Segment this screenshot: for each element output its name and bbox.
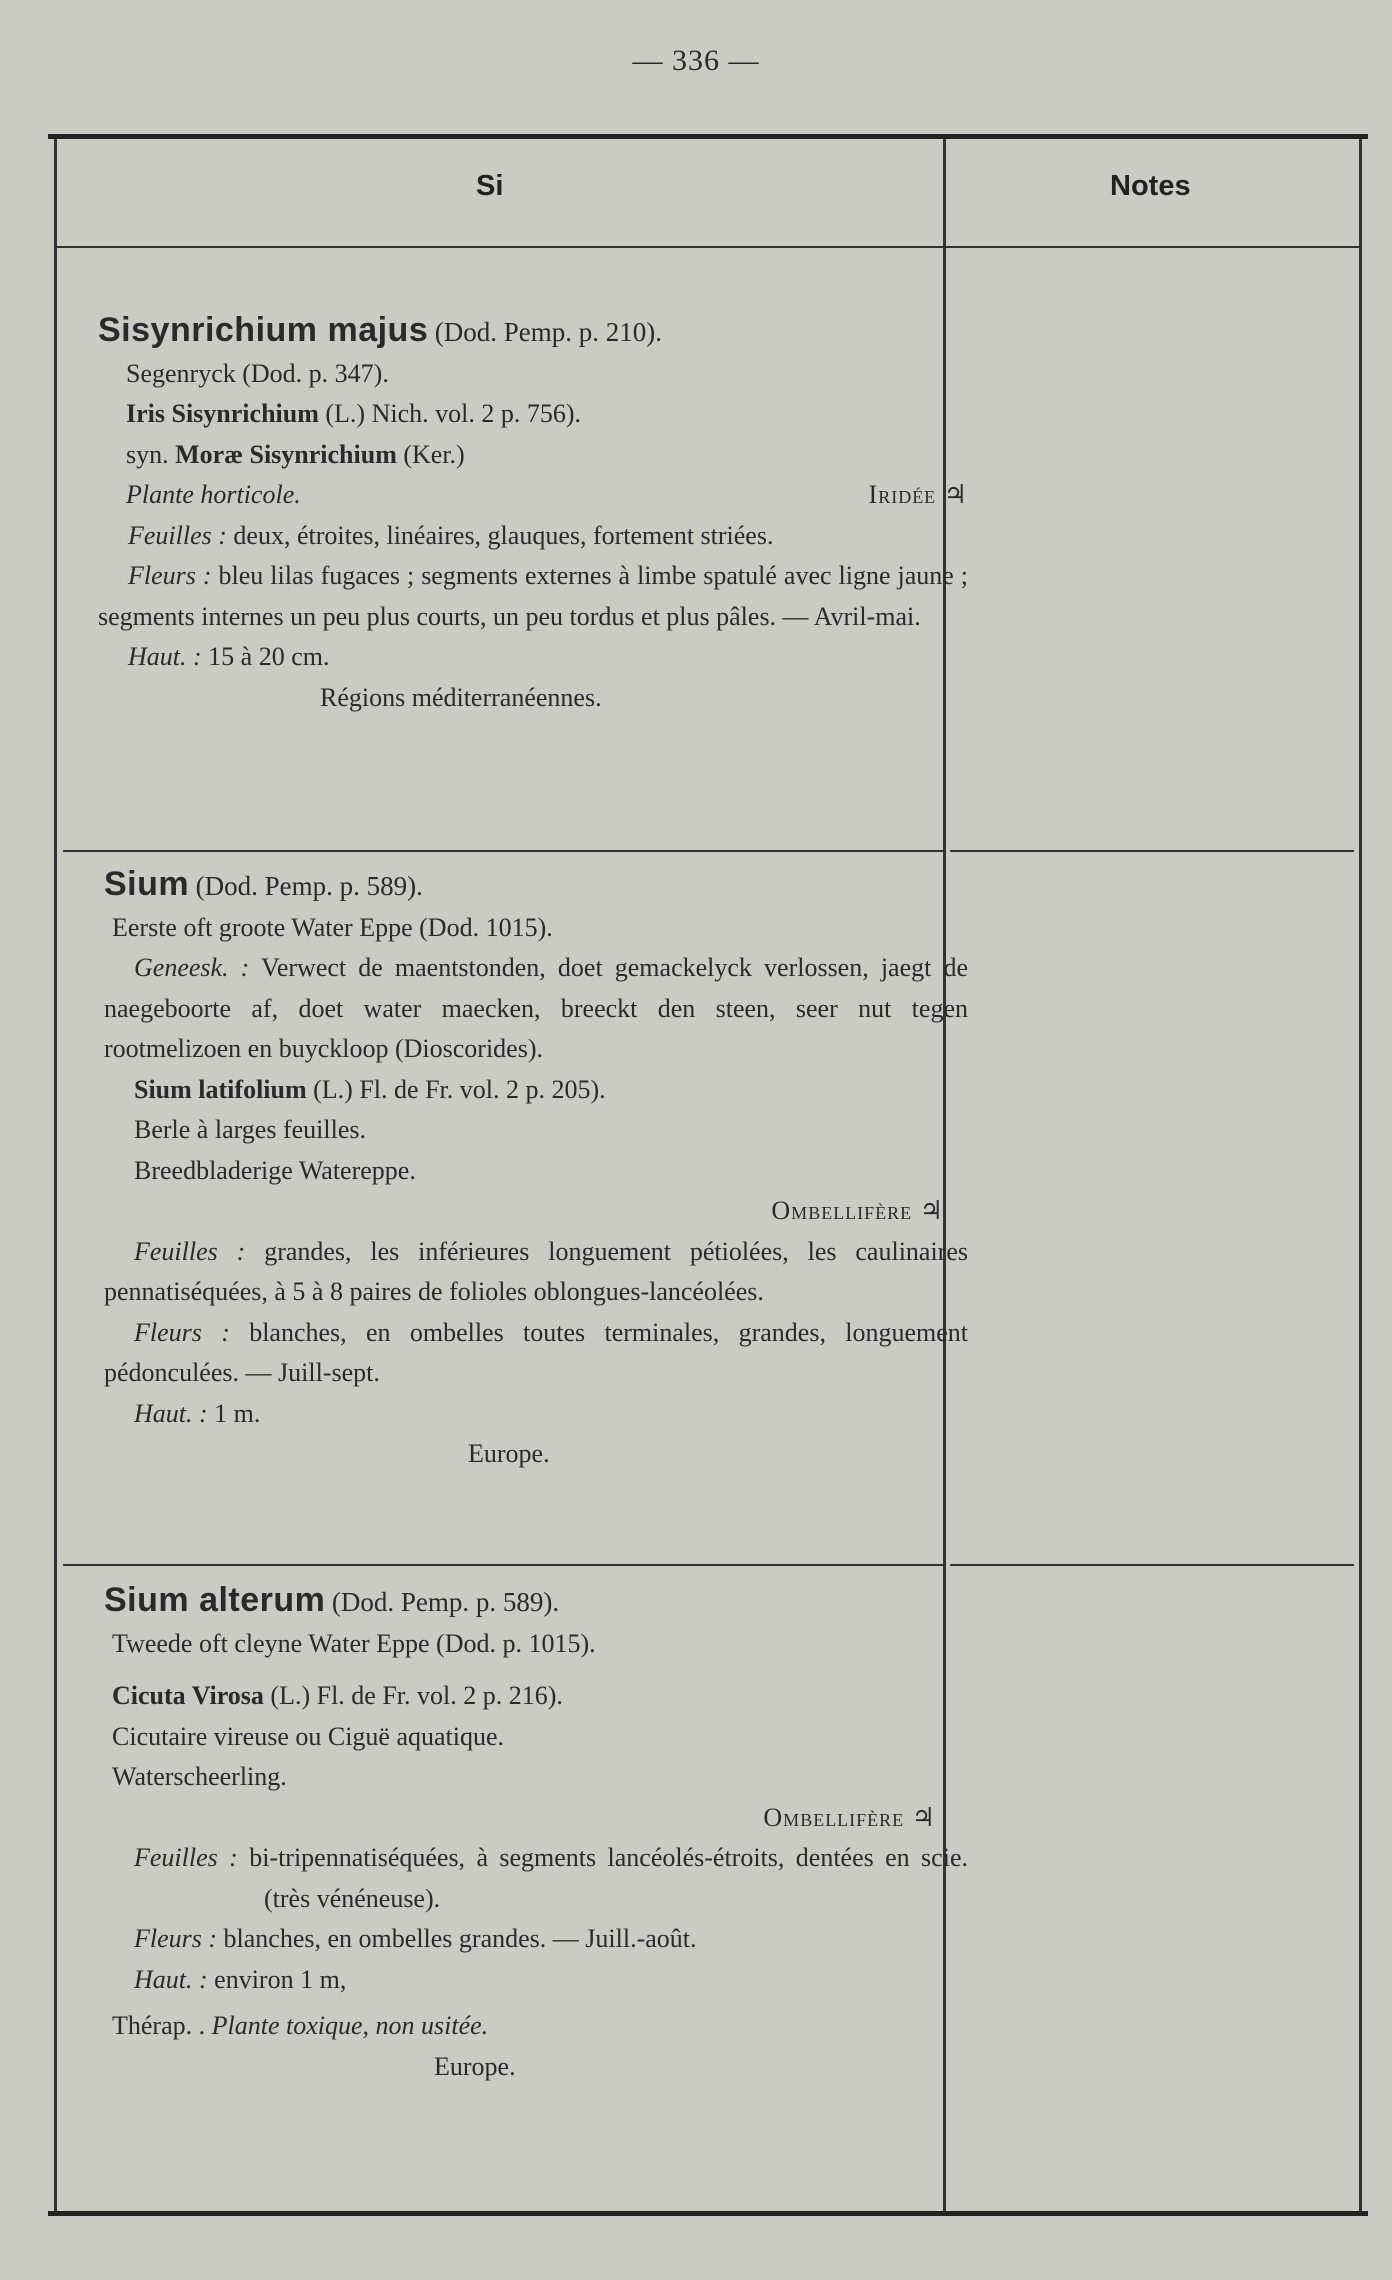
page-number: — 336 — [632, 44, 760, 77]
height-text: 1 m. [214, 1398, 261, 1428]
synonym-line [104, 1676, 968, 1717]
leaves-label: Feuilles : [134, 1236, 246, 1266]
entry-title: Sisynrichium majus [98, 311, 429, 349]
region: Europe. [434, 2051, 516, 2081]
flowers-text: bleu lilas fugaces ; segments externes à limbe spatulé avec ligne jaune ; segments internes un peu plus courts, un peu tordus et plus pâles. — Avril-mai. [98, 561, 968, 631]
synonym-ref: (L.) Fl. de Fr. vol. 2 p. 216). [270, 1681, 563, 1710]
dutch-name: Waterscheerling. [112, 1762, 287, 1791]
right-border [1359, 139, 1362, 2211]
synonym-line-2 [98, 435, 968, 476]
entry-sium [104, 864, 968, 1475]
flowers-text: blanches, en ombelles toutes terminales, grandes, longuement pédonculées. — Juill-sept. [104, 1317, 969, 1387]
synonym-ref: (L.) Fl. de Fr. vol. 2 p. 205). [313, 1074, 606, 1104]
height-line [98, 637, 968, 678]
therapy-line [104, 2000, 968, 2047]
height-label: Haut. : [134, 1964, 208, 1994]
vernacular-name: Tweede oft cleyne Water Eppe (Dod. p. 1015). [112, 1628, 596, 1658]
synonym-line [104, 1070, 968, 1111]
toxic-note: (très vénéneuse). [264, 1883, 441, 1913]
synonym-bold: Cicuta Virosa [112, 1681, 264, 1710]
flowers-label: Fleurs : [134, 1317, 230, 1347]
flowers-text: blanches, en ombelles grandes. — Juill.-août. [223, 1924, 697, 1953]
medicinal-label: Geneesk. : [134, 953, 250, 982]
synonym-line [98, 394, 968, 435]
french-name: Cicutaire vireuse ou Ciguë aquatique. [112, 1721, 505, 1751]
synonym-bold: Iris Sisynrichium [126, 399, 319, 428]
leaves-description [104, 1232, 968, 1313]
synonym-bold-2: Moræ Sisynrichium [175, 439, 397, 469]
leaves-text: deux, étroites, linéaires, glauques, fortement striées. [233, 520, 774, 550]
french-name: Berle à larges feuilles. [134, 1115, 366, 1144]
vernacular-name: Segenryck (Dod. p. 347). [126, 358, 389, 388]
flowers-description [104, 1313, 968, 1394]
medicinal-text: Verwect de maentstonden, doet gemackelyck verlossen, jaegt de naegeboorte af, doet water maecken, breeckt den steen, seer nut tegen rootmelizoen en buyckloop (Dioscorides). [104, 953, 968, 1063]
therapy-text: Plante toxique, non usitée. [211, 2011, 489, 2040]
therapy-label: Thérap. . [112, 2011, 206, 2040]
entry-separator-left [63, 1564, 945, 1566]
entry-sium-alterum [104, 1580, 968, 2087]
flowers-description [98, 556, 968, 637]
height-label: Haut. : [134, 1398, 208, 1428]
spacer [104, 1664, 968, 1676]
table-top-rule [48, 134, 1368, 139]
entry-title-ref: (Dod. Pemp. p. 589). [331, 1587, 560, 1617]
flowers-label: Fleurs : [128, 561, 212, 590]
synonym-bold: Sium latifolium [134, 1074, 307, 1104]
leaves-text: grandes, les inférieures longuement pétiolées, les caulinaires pennatiséquées, à 5 à 8 paires de folioles oblongues-lancéolées. [104, 1236, 968, 1306]
leaves-label: Feuilles : [128, 520, 227, 550]
leaves-text: bi-tripennatiséquées, à segments lancéolés-étroits, dentées en scie. [249, 1843, 968, 1872]
region: Europe. [468, 1439, 550, 1468]
height-line [104, 1960, 968, 2001]
syn-prefix: syn. [126, 439, 169, 469]
category-row [98, 475, 968, 516]
entry-title: Sium [104, 865, 190, 903]
entry-title-ref: (Dod. Pemp. p. 210). [434, 317, 662, 347]
table-bottom-rule [48, 2211, 1368, 2216]
height-text: environ 1 m, [214, 1964, 347, 1994]
header-separator [56, 246, 1359, 248]
height-label: Haut. : [128, 642, 202, 671]
plant-category: Plante horticole. [126, 480, 301, 509]
leaves-description [104, 1838, 968, 1919]
height-line [104, 1394, 968, 1435]
herbarium-table [48, 134, 1368, 2216]
entry-title: Sium alterum [104, 1581, 326, 1619]
column-header-notes: Notes [1110, 170, 1191, 202]
synonym-ref-2: (Ker.) [403, 439, 465, 469]
synonym-ref: (L.) Nich. vol. 2 p. 756). [325, 399, 581, 428]
height-text: 15 à 20 cm. [208, 642, 330, 671]
entry-separator-right [950, 850, 1354, 852]
plant-family: Iridée ♃ [868, 480, 968, 509]
leaves-label: Feuilles : [134, 1843, 238, 1872]
leaves-description [98, 516, 968, 557]
entry-sisynrichium-majus [98, 310, 968, 718]
entry-title-ref: (Dod. Pemp. p. 589). [195, 871, 423, 901]
plant-family: Ombellifère ♃ [771, 1196, 944, 1225]
plant-family: Ombellifère ♃ [763, 1802, 936, 1832]
entry-separator-right [950, 1564, 1354, 1566]
medicinal-description [104, 948, 968, 1070]
dutch-name: Breedbladerige Watereppe. [134, 1155, 416, 1185]
vernacular-name: Eerste oft groote Water Eppe (Dod. 1015). [112, 912, 553, 942]
flowers-label: Fleurs : [134, 1924, 218, 1953]
flowers-description [104, 1919, 968, 1960]
region: Régions méditerranéennes. [320, 682, 602, 712]
column-header-si: Si [476, 170, 504, 202]
left-border [54, 139, 57, 2211]
entry-separator-left [63, 850, 945, 852]
